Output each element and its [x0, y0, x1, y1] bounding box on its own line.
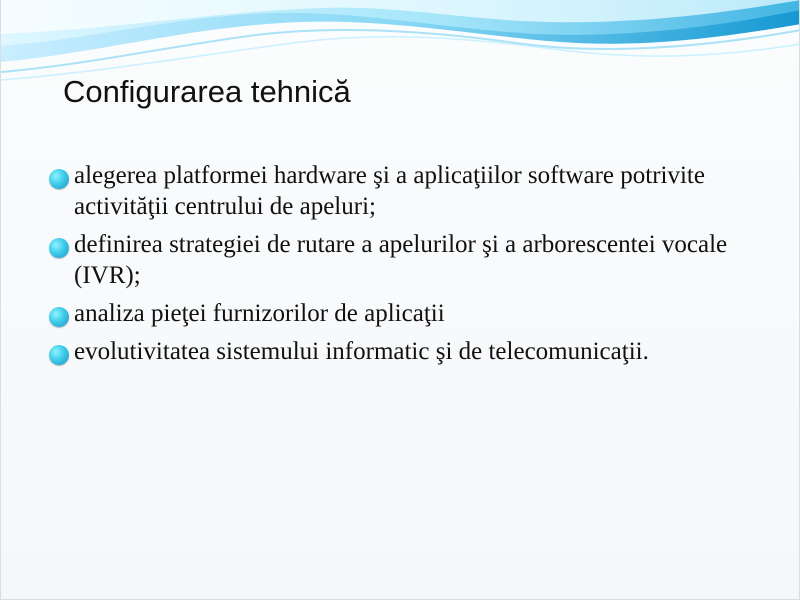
bullet-text: analiza pieţei furnizorilor de aplicaţii — [74, 300, 445, 327]
bullet-item-market — [49, 298, 769, 329]
bullet-text: definirea strategiei de rutare a apelurilor şi a arborescentei vocale (IVR); — [74, 231, 728, 289]
bullet-item-evolution — [49, 336, 769, 367]
bullet-circle-icon — [49, 307, 69, 327]
bullet-text: evolutivitatea sistemului informatic şi de telecomunicaţii. — [74, 338, 649, 365]
bullet-text: alegerea platformei hardware şi a aplicaţiilor software potrivite activităţii centrului de apeluri; — [74, 162, 705, 220]
bullet-item-routing — [49, 229, 769, 291]
bullet-circle-icon — [49, 238, 69, 258]
bullet-item-platform — [49, 160, 769, 222]
bullet-circle-icon — [49, 169, 69, 189]
bullet-list — [49, 160, 769, 374]
bullet-circle-icon — [49, 345, 69, 365]
slide-title: Configurarea tehnică — [63, 74, 351, 109]
